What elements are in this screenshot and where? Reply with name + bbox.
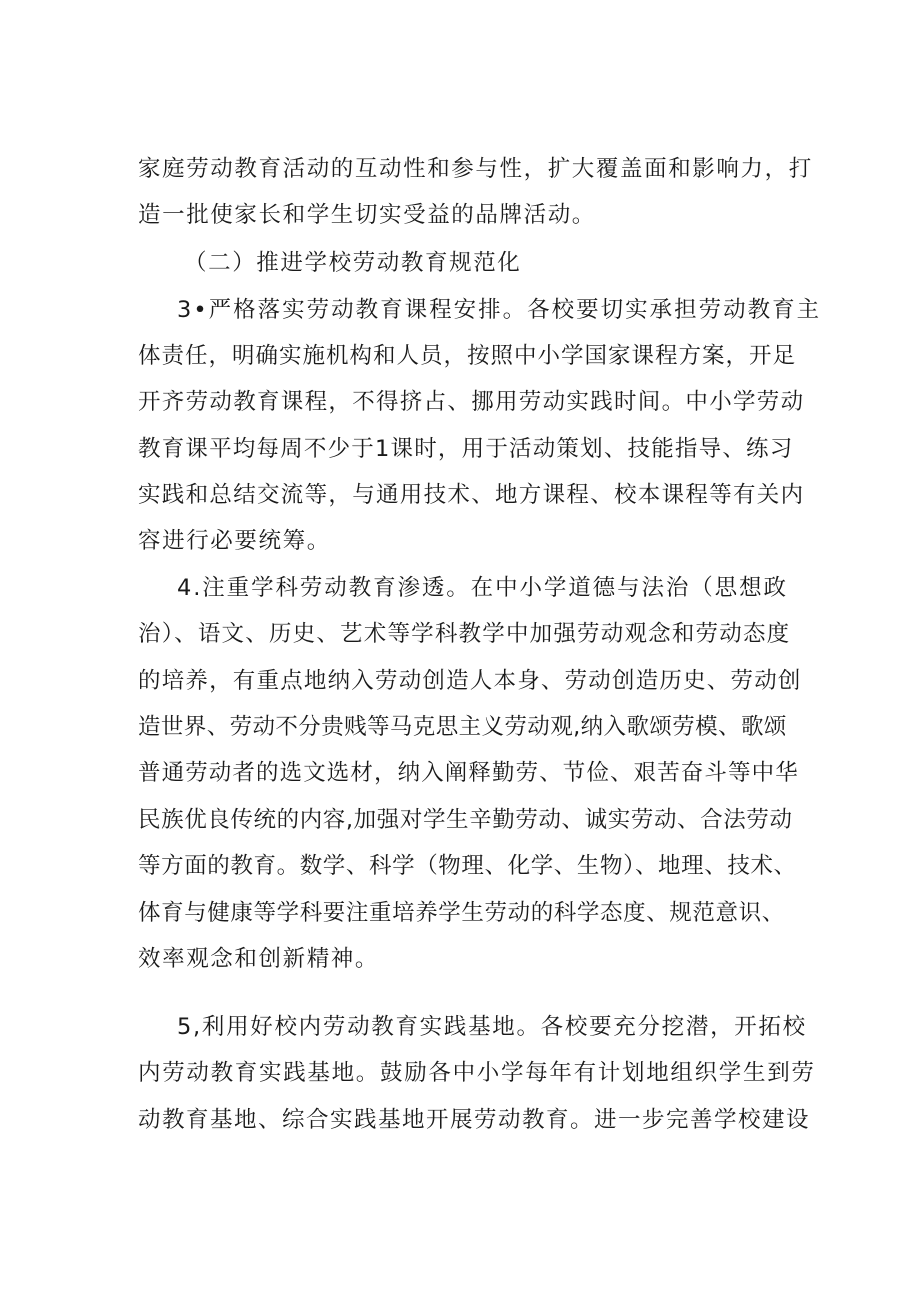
paragraph-line: 容进行必要统筹。: [138, 528, 331, 554]
paragraph-line: 体责任，明确实施机构和人员，按照中小学国家课程方案，开足: [138, 343, 797, 369]
paragraph-line: 造一批使家长和学生切实受益的品牌活动。: [138, 202, 596, 228]
paragraph-line: 体育与健康等学科要注重培养学生劳动的科学态度、规范意识、: [138, 900, 785, 926]
paragraph-line: 治）、语文、历史、艺术等学科教学中加强劳动观念和劳动态度: [138, 621, 791, 647]
paragraph-line: 造世界、劳动不分贵贱等马克思主义劳动观,纳入歌颂劳模、歌颂: [138, 714, 787, 740]
paragraph-line: 效率观念和创新精神。: [138, 946, 380, 972]
paragraph-line: 家庭劳动教育活动的互动性和参与性，扩大覆盖面和影响力，打: [138, 156, 813, 182]
section-heading: （二）推进学校劳动教育规范化: [184, 250, 522, 276]
paragraph-line: 5,利用好校内劳动教育实践基地。各校要充分挖潜，开拓校: [177, 1014, 807, 1040]
paragraph-line: 民族优良传统的内容,加强对学生辛勤劳动、诚实劳动、合法劳动: [138, 807, 793, 833]
paragraph-line: 4.注重学科劳动教育渗透。在中小学道德与法治（思想政: [177, 575, 788, 601]
paragraph-line: 教育课平均每周不少于1课时，用于活动策划、技能指导、练习: [138, 436, 794, 462]
paragraph-line: 内劳动教育实践基地。鼓励各中小学每年有计划地组织学生到劳: [138, 1060, 816, 1086]
paragraph-line: 的培养，有重点地纳入劳动创造人本身、劳动创造历史、劳动创: [138, 668, 802, 694]
paragraph-line: 等方面的教育。数学、科学（物理、化学、生物）、地理、技术、: [138, 853, 797, 879]
paragraph-line: 3•严格落实劳动教育课程安排。各校要切实承担劳动教育主: [177, 297, 822, 323]
paragraph-line: 普通劳动者的选文选材，纳入阐释勤劳、节俭、艰苦奋斗等中华: [138, 760, 799, 786]
paragraph-line: 动教育基地、综合实践基地开展劳动教育。进一步完善学校建设: [138, 1107, 811, 1133]
paragraph-line: 实践和总结交流等，与通用技术、地方课程、校本课程等有关内: [138, 482, 805, 508]
paragraph-line: 开齐劳动教育课程，不得挤占、挪用劳动实践时间。中小学劳动: [138, 389, 805, 415]
